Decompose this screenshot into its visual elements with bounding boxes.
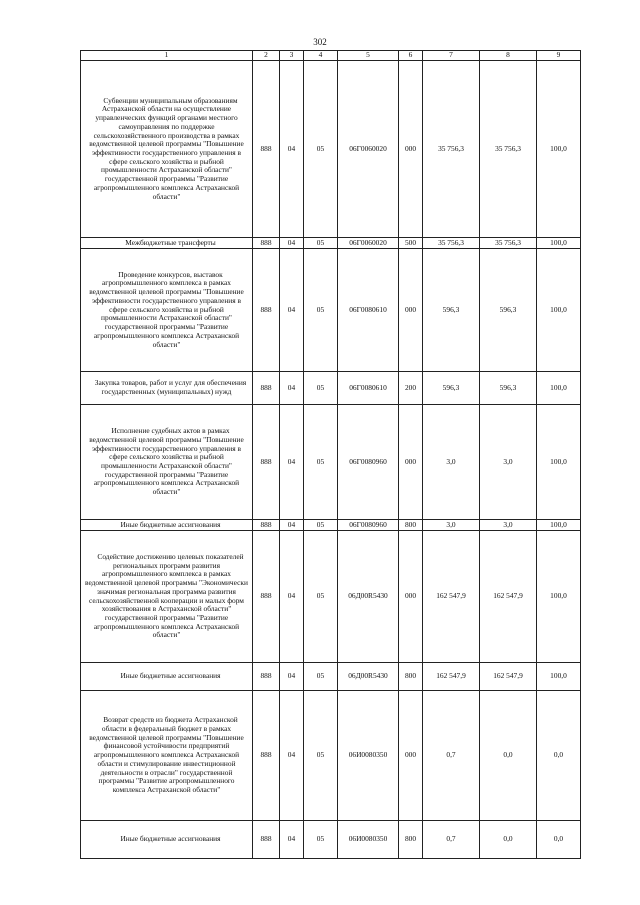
actual-amount-cell: 162 547,9 [480,663,537,691]
target-article-cell: 06Д00R5430 [338,663,399,691]
subsection-code-cell: 05 [304,821,338,859]
execution-percent-cell: 100,0 [537,372,581,405]
subsection-code-cell: 05 [304,372,338,405]
table-row [81,372,581,405]
ministry-code-cell: 888 [253,531,280,663]
expense-type-cell: 000 [399,691,423,821]
row-description: Закупка товаров, работ и услуг для обеспечения государственных (муниципальных) нужд [81,372,253,405]
actual-amount-cell: 162 547,9 [480,531,537,663]
planned-amount-cell: 596,3 [423,249,480,372]
expense-type-cell: 200 [399,372,423,405]
ministry-code-cell: 888 [253,663,280,691]
section-code-cell: 04 [280,663,304,691]
table-row [81,821,581,859]
execution-percent-cell: 100,0 [537,61,581,238]
ministry-code-cell: 888 [253,821,280,859]
target-article-cell: 06И0080350 [338,821,399,859]
planned-amount-cell: 3,0 [423,520,480,531]
budget-table [80,50,581,859]
section-code-cell: 04 [280,531,304,663]
row-description: Иные бюджетные ассигнования [81,821,253,859]
row-description: Содействие достижению целевых показателей региональных программ развития агропромышленного комплекса в рамках ведомственной целевой программы "Экономически значимая региональная программа развития сельскохозяйственной кооперации и малых форм хозяйствования в Астраханской области" государственной программы "Развитие агропромышленного комплекса Астраханской области" [81,531,253,663]
row-description: Проведение конкурсов, выставок агропромышленного комплекса в рамках ведомственной целевой программы "Повышение эффективности государственного управления в сфере сельского хозяйства и рыбной промышленности Астраханской области" государственной программы "Развитие агропромышленного комплекса Астраханской области" [81,249,253,372]
ministry-code-cell: 888 [253,249,280,372]
column-header: 9 [537,51,581,61]
planned-amount-cell: 35 756,3 [423,238,480,249]
subsection-code-cell: 05 [304,663,338,691]
page-number: 302 [313,37,327,47]
table-row [81,520,581,531]
planned-amount-cell: 35 756,3 [423,61,480,238]
column-header: 6 [399,51,423,61]
ministry-code-cell: 888 [253,405,280,520]
row-description: Исполнение судебных актов в рамках ведомственной целевой программы "Повышение эффективности государственного управления в сфере сельского хозяйства и рыбной промышленности Астраханской области" государственной программы "Развитие агропромышленного комплекса Астраханской области" [81,405,253,520]
ministry-code-cell: 888 [253,691,280,821]
target-article-cell: 06Г0060020 [338,238,399,249]
subsection-code-cell: 05 [304,691,338,821]
expense-type-cell: 800 [399,520,423,531]
execution-percent-cell: 100,0 [537,531,581,663]
column-header: 7 [423,51,480,61]
subsection-code-cell: 05 [304,531,338,663]
expense-type-cell: 800 [399,821,423,859]
actual-amount-cell: 0,0 [480,691,537,821]
section-code-cell: 04 [280,405,304,520]
subsection-code-cell: 05 [304,61,338,238]
table-row [81,691,581,821]
target-article-cell: 06Г0080960 [338,405,399,520]
subsection-code-cell: 05 [304,405,338,520]
column-header: 1 [81,51,253,61]
expense-type-cell: 000 [399,531,423,663]
execution-percent-cell: 100,0 [537,520,581,531]
execution-percent-cell: 100,0 [537,238,581,249]
actual-amount-cell: 596,3 [480,372,537,405]
table-row [81,238,581,249]
table-row [81,249,581,372]
subsection-code-cell: 05 [304,249,338,372]
header-row [81,51,581,61]
target-article-cell: 06И0080350 [338,691,399,821]
execution-percent-cell: 0,0 [537,691,581,821]
actual-amount-cell: 3,0 [480,520,537,531]
section-code-cell: 04 [280,821,304,859]
row-description: Иные бюджетные ассигнования [81,663,253,691]
target-article-cell: 06Г0080610 [338,249,399,372]
ministry-code-cell: 888 [253,520,280,531]
section-code-cell: 04 [280,61,304,238]
ministry-code-cell: 888 [253,238,280,249]
planned-amount-cell: 596,3 [423,372,480,405]
expense-type-cell: 000 [399,61,423,238]
section-code-cell: 04 [280,372,304,405]
target-article-cell: 06Г0080960 [338,520,399,531]
execution-percent-cell: 0,0 [537,821,581,859]
expense-type-cell: 000 [399,249,423,372]
section-code-cell: 04 [280,520,304,531]
ministry-code-cell: 888 [253,372,280,405]
actual-amount-cell: 3,0 [480,405,537,520]
expense-type-cell: 000 [399,405,423,520]
planned-amount-cell: 162 547,9 [423,663,480,691]
section-code-cell: 04 [280,691,304,821]
column-header: 5 [338,51,399,61]
table-row [81,531,581,663]
subsection-code-cell: 05 [304,238,338,249]
actual-amount-cell: 0,0 [480,821,537,859]
table-row [81,61,581,238]
row-description: Иные бюджетные ассигнования [81,520,253,531]
column-header: 4 [304,51,338,61]
row-description: Межбюджетные трансферты [81,238,253,249]
target-article-cell: 06Г0060020 [338,61,399,238]
execution-percent-cell: 100,0 [537,405,581,520]
table-row [81,663,581,691]
actual-amount-cell: 35 756,3 [480,238,537,249]
planned-amount-cell: 3,0 [423,405,480,520]
planned-amount-cell: 0,7 [423,821,480,859]
planned-amount-cell: 0,7 [423,691,480,821]
actual-amount-cell: 596,3 [480,249,537,372]
subsection-code-cell: 05 [304,520,338,531]
planned-amount-cell: 162 547,9 [423,531,480,663]
actual-amount-cell: 35 756,3 [480,61,537,238]
execution-percent-cell: 100,0 [537,249,581,372]
row-description: Возврат средств из бюджета Астраханской области в федеральный бюджет в рамках ведомственной целевой программы "Повышение финансовой устойчивости предприятий агропромышленного комплекса Астраханской области и стимулирование инвестиционной деятельности в отрасли" государственной программы "Развитие агропромышленного комплекса Астраханской области" [81,691,253,821]
target-article-cell: 06Д00R5430 [338,531,399,663]
column-header: 8 [480,51,537,61]
execution-percent-cell: 100,0 [537,663,581,691]
table-row [81,405,581,520]
row-description: Субвенции муниципальным образованиям Астраханской области на осуществление управленческих функций органами местного самоуправления по поддержке сельскохозяйственного производства в рамках ведомственной целевой программы "Повышение эффективности государственного управления в сфере сельского хозяйства и рыбной промышленности Астраханской области" государственной программы "Развитие агропромышленного комплекса Астраханской области" [81,61,253,238]
section-code-cell: 04 [280,249,304,372]
column-header: 2 [253,51,280,61]
ministry-code-cell: 888 [253,61,280,238]
column-header: 3 [280,51,304,61]
target-article-cell: 06Г0080610 [338,372,399,405]
section-code-cell: 04 [280,238,304,249]
expense-type-cell: 500 [399,238,423,249]
expense-type-cell: 800 [399,663,423,691]
